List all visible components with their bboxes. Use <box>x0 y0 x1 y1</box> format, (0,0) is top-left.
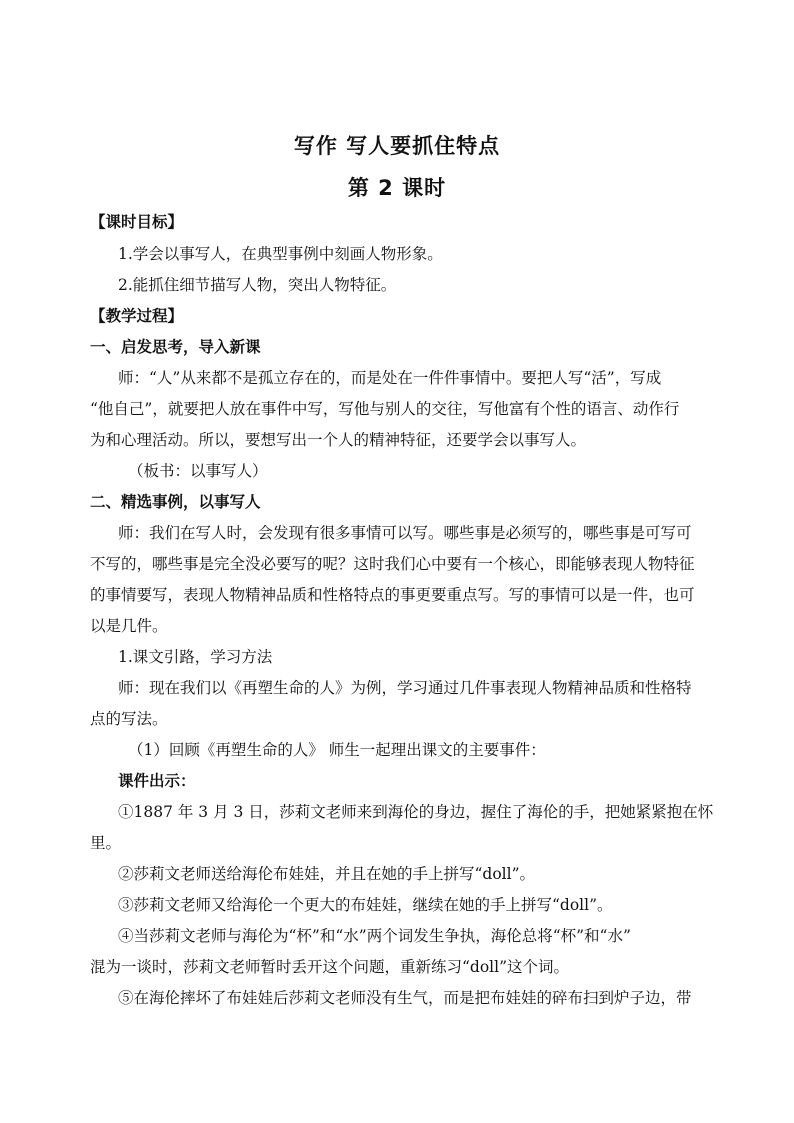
event-item: ②莎莉文老师送给海伦布娃娃，并且在她的手上拼写“doll”。 <box>118 865 536 883</box>
paragraph-line: 师：我们在写人时，会发现有很多事情可以写。哪些事是必须写的，哪些事是可写可 <box>118 524 692 542</box>
document-subtitle: 第 2 课时 <box>347 176 447 200</box>
subsection-heading: 一、启发思考，导入新课 <box>90 338 261 356</box>
objective-item: 2.能抓住细节描写人物，突出人物特征。 <box>118 276 397 294</box>
paragraph-line: 师：“人”从来都不是孤立存在的，而是处在一件件事情中。要把人写“活”，写成 <box>118 369 662 387</box>
event-item: ①1887 年 3 月 3 日，莎莉文老师来到海伦的身边，握住了海伦的手，把她紧紧抱在怀 <box>118 803 714 821</box>
event-item: ④当莎莉文老师与海伦为“杯”和“水”两个词发生争执，海伦总将“杯”和“水” <box>118 927 631 945</box>
board-note: （板书：以事写人） <box>128 462 268 480</box>
document-title: 写作 写人要抓住特点 <box>293 134 501 158</box>
event-item: ③莎莉文老师又给海伦一个更大的布娃娃，继续在她的手上拼写“doll”。 <box>118 896 613 914</box>
objective-item: 1.学会以事写人，在典型事例中刻画人物形象。 <box>118 245 443 263</box>
paragraph-line: 的事情要写，表现人物精神品质和性格特点的事更要重点写。写的事情可以是一件，也可 <box>90 586 695 604</box>
paragraph-line: 不写的，哪些事是完全没必要写的呢？这时我们心中要有一个核心，即能够表现人物特征 <box>90 555 695 573</box>
subsection-heading: 二、精选事例，以事写人 <box>90 493 261 511</box>
paragraph-line: 为和心理活动。所以，要想写出一个人的精神特征，还要学会以事写人。 <box>90 431 587 449</box>
step-heading: 1.课文引路，学习方法 <box>118 648 273 666</box>
paragraph-line: （1）回顾《再塑生命的人》 师生一起理出课文的主要事件： <box>128 741 546 759</box>
section-heading-objectives: 【课时目标】 <box>90 213 184 231</box>
courseware-label: 课件出示： <box>118 772 196 790</box>
paragraph-line: 混为一谈时，莎莉文老师暂时丢开这个问题，重新练习“doll”这个词。 <box>90 958 570 976</box>
event-item: ⑤在海伦摔坏了布娃娃后莎莉文老师没有生气，而是把布娃娃的碎布扫到炉子边，带 <box>118 989 692 1007</box>
paragraph-line: 师：现在我们以《再塑生命的人》为例，学习通过几件事表现人物精神品质和性格特 <box>118 679 692 697</box>
section-heading-process: 【教学过程】 <box>90 307 184 325</box>
paragraph-line: 点的写法。 <box>90 710 168 728</box>
paragraph-line: 以是几件。 <box>90 617 168 635</box>
paragraph-line: “他自己”，就要把人放在事件中写，写他与别人的交往，写他富有个性的语言、动作行 <box>90 400 680 418</box>
paragraph-line: 里。 <box>90 834 122 852</box>
